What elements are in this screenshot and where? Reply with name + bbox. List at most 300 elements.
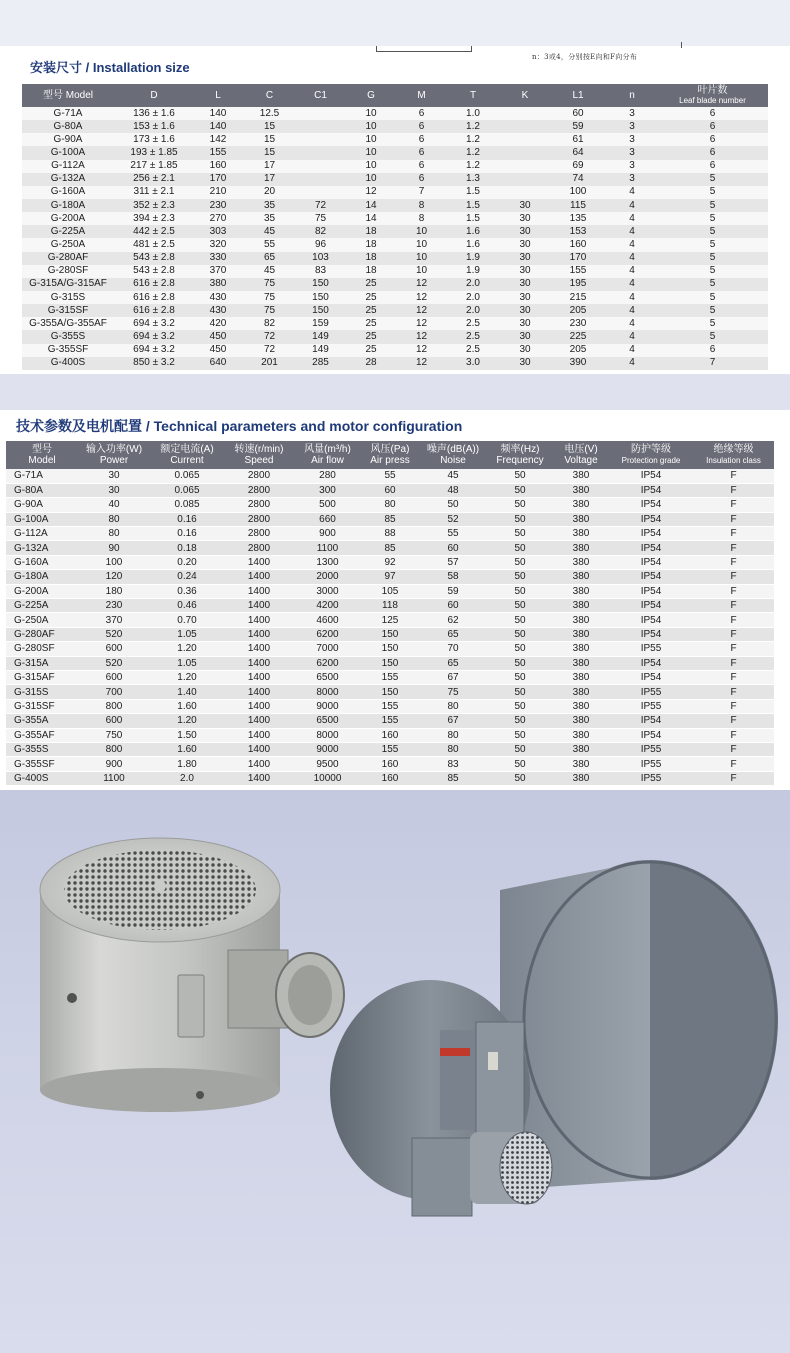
table-cell: 150 xyxy=(297,304,344,317)
table-cell: 12 xyxy=(344,186,398,199)
table-cell: 12 xyxy=(398,291,445,304)
table-cell: 10 xyxy=(398,265,445,278)
column-header-label: D xyxy=(150,89,158,101)
table-cell: 12.5 xyxy=(242,107,297,120)
table-cell: 380 xyxy=(553,685,609,699)
table-cell: G-200A xyxy=(22,212,114,225)
table-cell: F xyxy=(693,685,774,699)
column-header-label: 输入功率(W) xyxy=(85,444,143,455)
table-cell: 6 xyxy=(657,344,768,357)
table-cell: 5 xyxy=(657,199,768,212)
column-header-sublabel: Voltage xyxy=(564,455,598,466)
table-cell: 10 xyxy=(344,107,398,120)
table-cell: 3 xyxy=(607,133,657,146)
table-cell: G-132A xyxy=(6,541,78,555)
table-cell: 67 xyxy=(419,714,487,728)
table-cell: 160 xyxy=(361,771,419,785)
table-cell: 62 xyxy=(419,613,487,627)
table-cell: 103 xyxy=(297,252,344,265)
table-cell: F xyxy=(693,670,774,684)
table-cell: 1400 xyxy=(224,613,294,627)
table-cell: F xyxy=(693,527,774,541)
column-header-label: G xyxy=(367,89,375,101)
table-cell: 694 ± 3.2 xyxy=(114,317,194,330)
column-header xyxy=(22,84,114,107)
table-row xyxy=(6,483,774,497)
table-cell: 6 xyxy=(398,173,445,186)
table-row xyxy=(22,304,768,317)
technical-table-body xyxy=(6,469,774,786)
table-cell: 303 xyxy=(194,225,242,238)
table-cell: F xyxy=(693,656,774,670)
table-cell: 380 xyxy=(553,627,609,641)
table-cell: 180 xyxy=(78,584,150,598)
installation-header-row xyxy=(22,84,768,107)
table-row xyxy=(6,699,774,713)
column-header-label: 型号 Model xyxy=(42,89,93,101)
column-header xyxy=(344,84,398,107)
table-cell: 149 xyxy=(297,344,344,357)
top-strip xyxy=(0,0,790,46)
table-cell: 850 ± 3.2 xyxy=(114,357,194,370)
technical-title-zh: 技术参数及电机配置 xyxy=(16,419,142,435)
column-header-label: 型号 xyxy=(32,444,52,455)
table-cell: 230 xyxy=(549,317,607,330)
table-cell: F xyxy=(693,699,774,713)
column-header xyxy=(609,441,693,469)
table-cell: 380 xyxy=(553,728,609,742)
table-cell: 1100 xyxy=(78,771,150,785)
table-cell: 1400 xyxy=(224,599,294,613)
table-cell: F xyxy=(693,599,774,613)
table-cell: 1400 xyxy=(224,728,294,742)
column-header-label: 风量(m³/h) xyxy=(304,444,351,455)
table-cell: G-355A/G-355AF xyxy=(22,317,114,330)
table-row xyxy=(6,627,774,641)
column-header-sublabel: Protection grade xyxy=(621,456,681,465)
table-cell: 115 xyxy=(549,199,607,212)
table-cell: 380 xyxy=(553,527,609,541)
table-cell: 380 xyxy=(553,714,609,728)
column-header-label: 噪声(dB(A)) xyxy=(426,444,480,455)
table-cell: 100 xyxy=(78,555,150,569)
column-header-label: 绝缘等级 xyxy=(713,444,754,455)
table-row xyxy=(22,252,768,265)
table-cell: G-100A xyxy=(6,512,78,526)
table-row xyxy=(6,685,774,699)
table-cell: F xyxy=(693,728,774,742)
installation-table-body xyxy=(22,107,768,370)
table-cell: 50 xyxy=(487,584,553,598)
table-cell: 65 xyxy=(242,252,297,265)
table-cell: 0.16 xyxy=(150,527,224,541)
table-cell: 45 xyxy=(419,469,487,483)
table-cell: 0.065 xyxy=(150,483,224,497)
table-cell: 543 ± 2.8 xyxy=(114,252,194,265)
table-cell: 50 xyxy=(487,570,553,584)
table-cell: 17 xyxy=(242,173,297,186)
column-header xyxy=(78,441,150,469)
table-cell: 150 xyxy=(297,291,344,304)
table-row xyxy=(22,186,768,199)
table-cell: 1.20 xyxy=(150,670,224,684)
table-cell: G-400S xyxy=(22,357,114,370)
table-cell: F xyxy=(693,541,774,555)
column-header-sublabel: Air press xyxy=(370,455,410,466)
table-cell: F xyxy=(693,757,774,771)
table-cell: IP55 xyxy=(609,685,693,699)
table-cell: 1.5 xyxy=(445,199,501,212)
table-cell: 50 xyxy=(487,483,553,497)
table-cell: 6 xyxy=(657,133,768,146)
table-cell: 25 xyxy=(344,330,398,343)
column-header xyxy=(297,84,344,107)
table-cell: F xyxy=(693,771,774,785)
table-cell: 9000 xyxy=(294,699,361,713)
table-cell: 543 ± 2.8 xyxy=(114,265,194,278)
table-cell: 10000 xyxy=(294,771,361,785)
column-header xyxy=(194,84,242,107)
table-cell: 153 xyxy=(549,225,607,238)
table-cell: F xyxy=(693,714,774,728)
table-cell: 7 xyxy=(398,186,445,199)
table-cell: 12 xyxy=(398,344,445,357)
table-cell: G-180A xyxy=(22,199,114,212)
table-cell: 10 xyxy=(398,225,445,238)
table-cell: 700 xyxy=(78,685,150,699)
table-cell: 30 xyxy=(501,238,549,251)
table-cell: 370 xyxy=(194,265,242,278)
table-cell: 6 xyxy=(657,120,768,133)
table-cell: 1.60 xyxy=(150,742,224,756)
table-cell: G-315AF xyxy=(6,670,78,684)
table-cell: 160 xyxy=(549,238,607,251)
table-cell: 3 xyxy=(607,173,657,186)
table-cell: G-355AF xyxy=(6,728,78,742)
table-cell: 160 xyxy=(194,160,242,173)
table-cell: IP54 xyxy=(609,541,693,555)
table-cell: 380 xyxy=(553,670,609,684)
table-cell: 97 xyxy=(361,570,419,584)
table-cell: 1.5 xyxy=(445,186,501,199)
table-cell: 300 xyxy=(294,483,361,497)
table-cell: 50 xyxy=(487,728,553,742)
table-cell: 25 xyxy=(344,344,398,357)
dimension-ruler xyxy=(376,46,472,52)
table-cell: 5 xyxy=(657,225,768,238)
table-row xyxy=(6,771,774,785)
table-cell: IP55 xyxy=(609,771,693,785)
column-header-label: 电压(V) xyxy=(564,444,598,455)
table-cell: 50 xyxy=(487,512,553,526)
table-cell: 4 xyxy=(607,317,657,330)
table-cell: 60 xyxy=(549,107,607,120)
table-cell: 5 xyxy=(657,291,768,304)
table-cell: 394 ± 2.3 xyxy=(114,212,194,225)
table-cell: 50 xyxy=(487,642,553,656)
column-header xyxy=(445,84,501,107)
column-header-label: 防护等级 xyxy=(631,444,671,455)
table-cell: G-315A xyxy=(6,656,78,670)
column-header-label: C xyxy=(265,89,274,101)
table-cell: 280 xyxy=(294,469,361,483)
table-cell: 155 xyxy=(361,714,419,728)
table-row xyxy=(6,742,774,756)
table-cell: 420 xyxy=(194,317,242,330)
table-cell: 4 xyxy=(607,265,657,278)
table-cell: F xyxy=(693,742,774,756)
table-cell: 96 xyxy=(297,238,344,251)
table-cell: 370 xyxy=(78,613,150,627)
table-row xyxy=(22,199,768,212)
table-cell: F xyxy=(693,584,774,598)
table-cell xyxy=(297,186,344,199)
table-cell: 18 xyxy=(344,225,398,238)
table-cell: 70 xyxy=(419,642,487,656)
table-cell: 694 ± 3.2 xyxy=(114,330,194,343)
table-cell: 5 xyxy=(657,252,768,265)
table-cell: 2.5 xyxy=(445,344,501,357)
table-cell: 60 xyxy=(419,541,487,555)
table-cell: 6 xyxy=(398,133,445,146)
table-cell: 50 xyxy=(487,757,553,771)
table-cell: 380 xyxy=(553,541,609,555)
table-cell: 30 xyxy=(501,225,549,238)
table-cell: 6200 xyxy=(294,627,361,641)
table-cell: 1.40 xyxy=(150,685,224,699)
table-cell: 149 xyxy=(297,330,344,343)
table-cell: 55 xyxy=(242,238,297,251)
column-header-label: M xyxy=(417,89,426,101)
table-cell: 600 xyxy=(78,670,150,684)
table-cell: 50 xyxy=(487,541,553,555)
table-cell: F xyxy=(693,469,774,483)
table-cell: 60 xyxy=(419,599,487,613)
table-cell: 150 xyxy=(361,685,419,699)
table-cell: 65 xyxy=(419,627,487,641)
table-cell: F xyxy=(693,512,774,526)
table-cell: 80 xyxy=(361,498,419,512)
table-cell: 1400 xyxy=(224,699,294,713)
table-cell: G-355SF xyxy=(6,757,78,771)
column-header-sublabel: Power xyxy=(99,455,129,466)
table-cell: 10 xyxy=(344,133,398,146)
table-cell: 1.0 xyxy=(445,107,501,120)
table-cell: 150 xyxy=(361,656,419,670)
table-row xyxy=(22,212,768,225)
table-cell: 1400 xyxy=(224,656,294,670)
table-cell: 660 xyxy=(294,512,361,526)
table-cell: 1400 xyxy=(224,742,294,756)
table-cell: 230 xyxy=(194,199,242,212)
table-cell: G-355SF xyxy=(22,344,114,357)
column-header xyxy=(657,84,768,107)
table-cell: 92 xyxy=(361,555,419,569)
table-cell: 10 xyxy=(344,120,398,133)
table-cell: 173 ± 1.6 xyxy=(114,133,194,146)
table-cell: 2800 xyxy=(224,512,294,526)
table-cell: 14 xyxy=(344,212,398,225)
table-cell: 118 xyxy=(361,599,419,613)
table-cell: G-71A xyxy=(22,107,114,120)
table-cell: 500 xyxy=(294,498,361,512)
table-cell: G-250A xyxy=(6,613,78,627)
table-cell: 142 xyxy=(194,133,242,146)
table-cell: 72 xyxy=(242,330,297,343)
table-cell: 0.065 xyxy=(150,469,224,483)
column-header xyxy=(419,441,487,469)
table-cell: 3 xyxy=(607,146,657,159)
table-cell: 210 xyxy=(194,186,242,199)
table-cell: 285 xyxy=(297,357,344,370)
table-cell: 61 xyxy=(549,133,607,146)
table-cell: 55 xyxy=(419,527,487,541)
column-header xyxy=(224,441,294,469)
table-cell: IP54 xyxy=(609,512,693,526)
table-cell: G-132A xyxy=(22,173,114,186)
table-cell: 64 xyxy=(549,146,607,159)
table-cell xyxy=(297,160,344,173)
table-cell: 0.18 xyxy=(150,541,224,555)
column-header-sublabel: Speed xyxy=(244,455,274,466)
table-cell: 30 xyxy=(501,291,549,304)
table-cell: 4 xyxy=(607,278,657,291)
technical-header-row xyxy=(6,441,774,469)
installation-title-zh: 安装尺寸 xyxy=(30,61,83,76)
table-cell: 380 xyxy=(553,483,609,497)
table-cell: G-160A xyxy=(6,555,78,569)
table-cell: G-355A xyxy=(6,714,78,728)
table-cell: 100 xyxy=(549,186,607,199)
table-cell: 140 xyxy=(194,107,242,120)
table-cell: F xyxy=(693,555,774,569)
table-cell: 59 xyxy=(549,120,607,133)
table-cell: 135 xyxy=(549,212,607,225)
table-cell: 50 xyxy=(487,498,553,512)
table-cell: 2000 xyxy=(294,570,361,584)
table-row xyxy=(6,757,774,771)
table-cell: 2800 xyxy=(224,483,294,497)
table-row xyxy=(6,570,774,584)
table-cell: 1400 xyxy=(224,714,294,728)
column-header xyxy=(361,441,419,469)
table-cell: 7000 xyxy=(294,642,361,656)
table-cell: 67 xyxy=(419,670,487,684)
table-cell: 30 xyxy=(501,317,549,330)
table-cell: 2.0 xyxy=(150,771,224,785)
column-header-sublabel: Leaf blade number xyxy=(679,95,746,105)
table-cell: G-225A xyxy=(6,599,78,613)
table-cell: 105 xyxy=(361,584,419,598)
table-cell: 50 xyxy=(487,469,553,483)
table-cell: 481 ± 2.5 xyxy=(114,238,194,251)
table-cell: 380 xyxy=(553,498,609,512)
table-cell: 1.60 xyxy=(150,699,224,713)
table-cell: 215 xyxy=(549,291,607,304)
column-header-label: n xyxy=(629,89,635,101)
column-header xyxy=(501,84,549,107)
table-cell xyxy=(501,133,549,146)
table-cell: 74 xyxy=(549,173,607,186)
table-cell: IP54 xyxy=(609,656,693,670)
installation-title-en: / Installation size xyxy=(82,60,190,75)
table-cell: 6200 xyxy=(294,656,361,670)
table-cell: 50 xyxy=(487,670,553,684)
table-cell: 3 xyxy=(607,120,657,133)
column-header-label: 风压(Pa) xyxy=(370,444,410,455)
table-cell: 1.2 xyxy=(445,146,501,159)
table-cell xyxy=(501,107,549,120)
table-cell: G-100A xyxy=(22,146,114,159)
table-cell: 5 xyxy=(657,330,768,343)
table-cell: 25 xyxy=(344,278,398,291)
table-cell: IP55 xyxy=(609,699,693,713)
table-row xyxy=(22,107,768,120)
table-cell: G-225A xyxy=(22,225,114,238)
table-cell: 59 xyxy=(419,584,487,598)
table-cell: 30 xyxy=(501,344,549,357)
table-cell: G-80A xyxy=(22,120,114,133)
column-header xyxy=(114,84,194,107)
table-cell: G-71A xyxy=(6,469,78,483)
table-cell: 1.80 xyxy=(150,757,224,771)
table-cell: 6 xyxy=(398,107,445,120)
table-cell: 15 xyxy=(242,133,297,146)
table-cell: 442 ± 2.5 xyxy=(114,225,194,238)
table-cell: 4 xyxy=(607,225,657,238)
table-cell: G-160A xyxy=(22,186,114,199)
table-cell: 616 ± 2.8 xyxy=(114,304,194,317)
table-row xyxy=(22,357,768,370)
table-cell: 10 xyxy=(398,238,445,251)
table-cell: 50 xyxy=(487,742,553,756)
table-cell: 50 xyxy=(487,613,553,627)
technical-parameters-table xyxy=(6,441,774,786)
table-cell xyxy=(501,146,549,159)
table-cell: 4 xyxy=(607,304,657,317)
table-cell: 6 xyxy=(657,107,768,120)
table-cell: 5 xyxy=(657,278,768,291)
table-cell xyxy=(297,107,344,120)
column-header-sublabel: Current xyxy=(170,455,204,466)
technical-title-en: / Technical parameters and motor configuration xyxy=(142,418,463,434)
table-cell: 1.20 xyxy=(150,642,224,656)
table-cell: 25 xyxy=(344,304,398,317)
table-cell: 6500 xyxy=(294,670,361,684)
table-cell: 2.0 xyxy=(445,278,501,291)
table-cell: 694 ± 3.2 xyxy=(114,344,194,357)
table-cell: IP54 xyxy=(609,570,693,584)
table-cell: 4 xyxy=(607,291,657,304)
table-cell: 40 xyxy=(78,498,150,512)
table-cell: 57 xyxy=(419,555,487,569)
table-row xyxy=(22,278,768,291)
table-cell: 2800 xyxy=(224,541,294,555)
table-cell: F xyxy=(693,613,774,627)
column-header xyxy=(294,441,361,469)
table-cell: 1100 xyxy=(294,541,361,555)
installation-size-title xyxy=(30,57,190,76)
table-cell: 10 xyxy=(344,146,398,159)
table-cell: G-315SF xyxy=(6,699,78,713)
table-cell: 1400 xyxy=(224,642,294,656)
table-cell: 72 xyxy=(297,199,344,212)
table-cell: 25 xyxy=(344,291,398,304)
table-row xyxy=(22,120,768,133)
table-cell: 6 xyxy=(398,146,445,159)
table-cell: 35 xyxy=(242,212,297,225)
table-cell: 30 xyxy=(78,483,150,497)
